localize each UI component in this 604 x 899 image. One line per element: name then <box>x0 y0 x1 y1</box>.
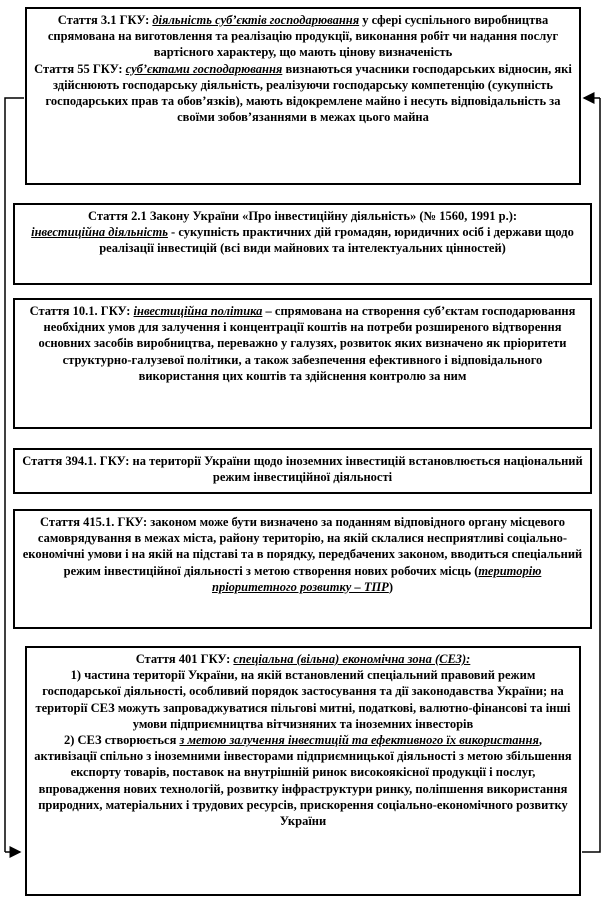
investment-activity-text: - сукупність практичних дій громадян, юридичних осіб і держави щодо реалізації інвестицій (всі види майнових та інтелектуальних цінностей) <box>99 225 574 256</box>
sez-point-1: 1) частина території України, на якій встановлений спеціальний правовий режим господарської діяльності, особливий порядок застосування та дії законодавства України; на території СЕЗ можуть запроваджуватися пільгові митні, податкові, валютно-фінансові та інші умови підприємництва вітчизняних та іноземних інвесторів <box>35 668 571 731</box>
sez-prefix: Стаття 401 ГКУ: <box>135 652 234 666</box>
sez-point-2-prefix: 2) СЕЗ створюється <box>63 733 180 748</box>
investment-activity-paragraph <box>21 224 584 256</box>
priority-territory-text: Стаття 415.1. ГКУ: законом може бути визначено за поданням відповідного органу місцевого самоврядування в межах міста, району територію, на якій склалися несприятливі соціально-економічні умови і на якій на підставі та в порядку, передбачених законом, вводиться спеціальний режим інвестиційної діяльності з метою створення нових робочих місць ( <box>22 515 583 578</box>
investment-policy-text: – спрямована на створення суб’єктам господарювання необхідних умов для залучення і концентрації коштів на потреби розширеного відтворення основних засобів виробництва, переважно у галузях, розвиток яких визначено як пріоритети структурно-галузевої політики, а також забезпечення ефективного і відповідального використання цих коштів та здійснення контролю за ним <box>38 304 576 383</box>
sez-point-2-text: , активізації спільно з іноземними інвесторами підприємницької діяльності з метою збільшення експорту товарів, поставок на внутрішній ринок високоякісної продукції і послуг, впровадження нових технологій, розвитку інфраструктури ринку, поліпшення використання природних, матеріальних і трудових ресурсів, прискорення соціально-економічного розвитку України <box>34 733 572 829</box>
investment-policy-term: інвестиційна політика <box>133 304 263 318</box>
investment-policy-paragraph <box>21 303 584 384</box>
article-3-1-paragraph <box>33 12 573 61</box>
article-55-text: визнаються учасники господарських відносин, які здійснюють господарську діяльність, реалізуючи господарську компетенцію (сукупність господарських прав та обов’язків), мають відокремлене майно і несуть відповідальність за своїми зобов’язаннями в межах цього майна <box>45 61 572 125</box>
sez-point-2-term: з метою залучення інвестицій та ефективного їх використання <box>179 733 539 748</box>
investment-policy-prefix: Стаття 10.1. ГКУ: <box>29 304 134 318</box>
box-article-3-55 <box>25 7 581 185</box>
box-priority-territory <box>13 509 592 629</box>
priority-territory-close: ) <box>388 579 393 594</box>
article-3-1-prefix: Стаття 3.1 ГКУ: <box>57 13 153 27</box>
priority-territory-paragraph <box>21 514 584 595</box>
sez-term: спеціальна (вільна) економічна зона (СЕЗ): <box>233 652 471 666</box>
box-investment-activity <box>13 203 592 285</box>
box-special-economic-zone <box>25 646 581 896</box>
investment-activity-term: інвестиційна діяльність <box>31 225 168 240</box>
article-55-prefix: Стаття 55 ГКУ: <box>34 61 126 76</box>
article-3-1-text: у сфері суспільного виробництва спрямована на виготовлення та реалізацію продукції, виконання робіт чи надання послуг вартісного характеру, що мають цінову визначеність <box>47 13 559 60</box>
sez-point-2 <box>33 732 573 829</box>
article-55-term: суб’єктами господарювання <box>125 61 283 76</box>
sez-heading <box>33 651 573 667</box>
national-regime-text: Стаття 394.1. ГКУ: на території України щодо іноземних інвестицій встановлюється національний режим інвестиційної діяльності <box>22 454 583 485</box>
article-3-1-term: діяльність суб’єктів господарювання <box>152 13 360 27</box>
priority-territory-term: територію пріоритетного розвитку – ТПР <box>212 563 542 594</box>
article-55-paragraph <box>33 61 573 126</box>
box-national-regime <box>13 448 592 494</box>
box-investment-policy <box>13 298 592 429</box>
law-title: Стаття 2.1 Закону України «Про інвестиційну діяльність» (№ 1560, 1991 р.): <box>87 209 518 223</box>
